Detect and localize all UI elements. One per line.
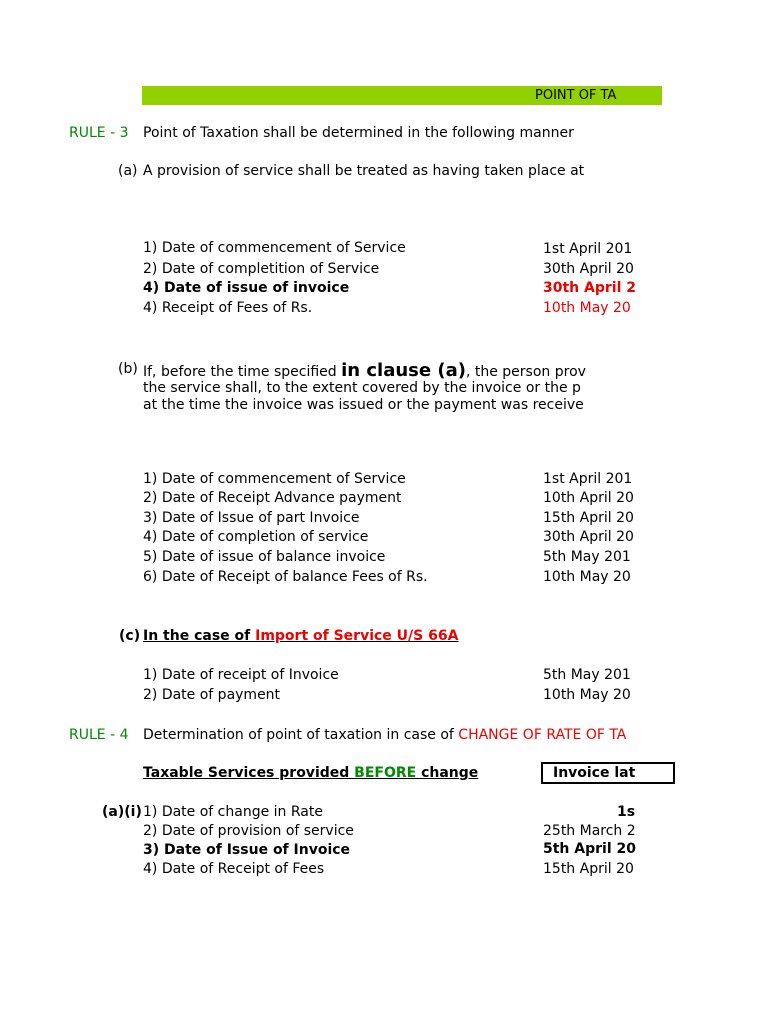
b-row-2-label: 2) Date of Receipt Advance payment: [143, 490, 402, 506]
clause-b-line1: If, before the time specified in clause (a), the person prov: [143, 360, 586, 381]
ai-row-4-value: 15th April 20: [543, 861, 634, 877]
invoice-later-box: Invoice lat: [541, 762, 675, 784]
b-row-6-value: 10th May 20: [543, 569, 631, 585]
clause-a-text: A provision of service shall be treated as having taken place at: [143, 163, 585, 179]
clause-b-marker: (b): [118, 361, 138, 377]
clause-c-marker: (c): [119, 628, 141, 644]
ai-row-3-label: 3) Date of Issue of Invoice: [143, 842, 351, 858]
a-row-4-label: 4) Receipt of Fees of Rs.: [143, 300, 313, 316]
b-row-4-label: 4) Date of completion of service: [143, 529, 369, 545]
ai-row-2-value: 25th March 2: [543, 823, 636, 839]
a-row-1-value: 1st April 201: [543, 241, 633, 257]
clause-ai-marker: (a)(i): [102, 804, 142, 820]
b-row-6-label: 6) Date of Receipt of balance Fees of Rs.: [143, 569, 428, 585]
c-row-2-value: 10th May 20: [543, 687, 631, 703]
page-title: POINT OF TA: [535, 88, 617, 103]
b-row-2-value: 10th April 20: [543, 490, 634, 506]
b-row-5-value: 5th May 201: [543, 549, 631, 565]
clause-b-line3: at the time the invoice was issued or the payment was receive: [143, 397, 584, 413]
ai-row-3-value: 5th April 20: [543, 841, 636, 857]
b-row-3-value: 15th April 20: [543, 510, 634, 526]
a-row-2-label: 2) Date of completition of Service: [143, 261, 380, 277]
rule4-label: RULE - 4: [69, 727, 129, 743]
ai-row-4-label: 4) Date of Receipt of Fees: [143, 861, 325, 877]
ai-row-1-label: 1) Date of change in Rate: [143, 804, 323, 820]
rule4-text: Determination of point of taxation in case of CHANGE OF RATE OF TA: [143, 727, 627, 743]
clause-c-text: In the case of Import of Service U/S 66A: [143, 628, 459, 644]
b-row-4-value: 30th April 20: [543, 529, 634, 545]
a-row-3-value: 30th April 2: [543, 280, 636, 296]
rule4-subhead: Taxable Services provided BEFORE change: [143, 765, 479, 781]
rule3-text: Point of Taxation shall be determined in the following manner: [143, 125, 574, 141]
a-row-3-label: 4) Date of issue of invoice: [143, 280, 350, 296]
ai-row-2-label: 2) Date of provision of service: [143, 823, 354, 839]
clause-b-line2: the service shall, to the extent covered by the invoice or the p: [143, 380, 581, 396]
b-row-1-label: 1) Date of commencement of Service: [143, 471, 406, 487]
a-row-2-value: 30th April 20: [543, 261, 634, 277]
ai-row-1-value: 1s: [617, 804, 636, 820]
c-row-1-label: 1) Date of receipt of Invoice: [143, 667, 339, 683]
b-row-1-value: 1st April 201: [543, 471, 633, 487]
c-row-2-label: 2) Date of payment: [143, 687, 281, 703]
a-row-4-value: 10th May 20: [543, 300, 631, 316]
a-row-1-label: 1) Date of commencement of Service: [143, 240, 406, 256]
b-row-3-label: 3) Date of Issue of part Invoice: [143, 510, 360, 526]
rule3-label: RULE - 3: [69, 125, 129, 141]
clause-a-marker: (a): [118, 163, 138, 179]
b-row-5-label: 5) Date of issue of balance invoice: [143, 549, 386, 565]
c-row-1-value: 5th May 201: [543, 667, 631, 683]
